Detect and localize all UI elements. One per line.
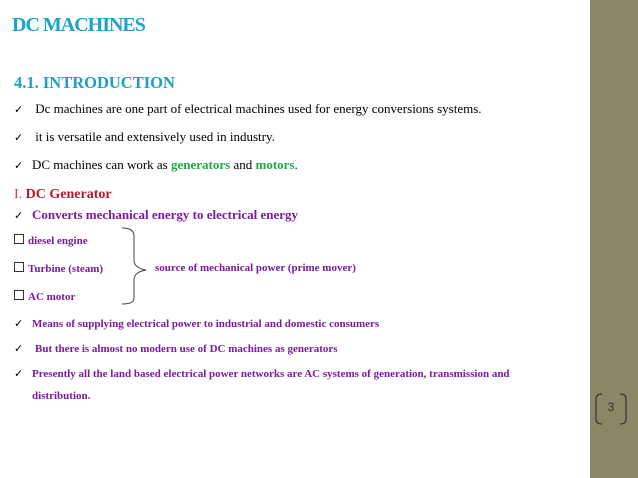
check-icon: ✓ [14,317,24,330]
bullet-3 [14,157,298,173]
check-icon: ✓ [14,159,24,172]
note-2 [14,342,338,355]
bullet-3-post: . [294,157,298,172]
note-3-text: Presently all the land based electrical power networks are AC systems of generation, transmission and [32,368,510,380]
source-item-3 [14,290,75,303]
subsection-title: DC Generator [25,187,112,202]
subsection-roman: I. [14,187,23,202]
slide-title: DC MACHINES [12,14,145,36]
check-icon: ✓ [14,367,24,380]
note-1-text: Means of supplying electrical power to industrial and domestic consumers [32,318,380,330]
bullet-2 [14,129,275,145]
grouping-bracket [118,224,150,308]
bullet-3-mid: and [230,157,256,172]
check-icon: ✓ [14,209,24,222]
note-1 [14,317,379,330]
page-number-badge [594,393,628,425]
source-item-3-text: AC motor [28,291,76,303]
source-item-2-text: Turbine (steam) [28,263,104,275]
page-number: 3 [607,400,615,414]
bullet-3-pre: DC machines can work as [32,157,171,172]
section-heading: 4.1. INTRODUCTION [14,73,175,92]
checkbox-icon [14,234,24,244]
checkbox-icon [14,290,24,300]
note-3 [14,367,510,380]
subsection-heading [14,187,112,203]
converts-line [14,207,298,223]
source-item-1 [14,234,88,247]
source-item-2 [14,262,103,275]
bullet-2-text: it is versatile and extensively used in industry. [35,129,275,144]
converts-text: Converts mechanical energy to electrical energy [32,207,299,222]
check-icon: ✓ [14,342,24,355]
note-3-cont [32,390,90,402]
checkbox-icon [14,262,24,272]
note-2-text: But there is almost no modern use of DC machines as generators [35,343,338,355]
motors-term: motors [255,157,295,172]
source-item-1-text: diesel engine [28,235,88,247]
source-label [155,262,356,274]
source-label-text: source of mechanical power (prime mover) [155,262,356,274]
bullet-1 [14,101,482,117]
check-icon: ✓ [14,103,24,116]
generators-term: generators [171,157,231,172]
bullet-1-text: Dc machines are one part of electrical machines used for energy conversions systems. [35,101,482,116]
note-3-cont-text: distribution. [32,390,91,402]
check-icon: ✓ [14,131,24,144]
